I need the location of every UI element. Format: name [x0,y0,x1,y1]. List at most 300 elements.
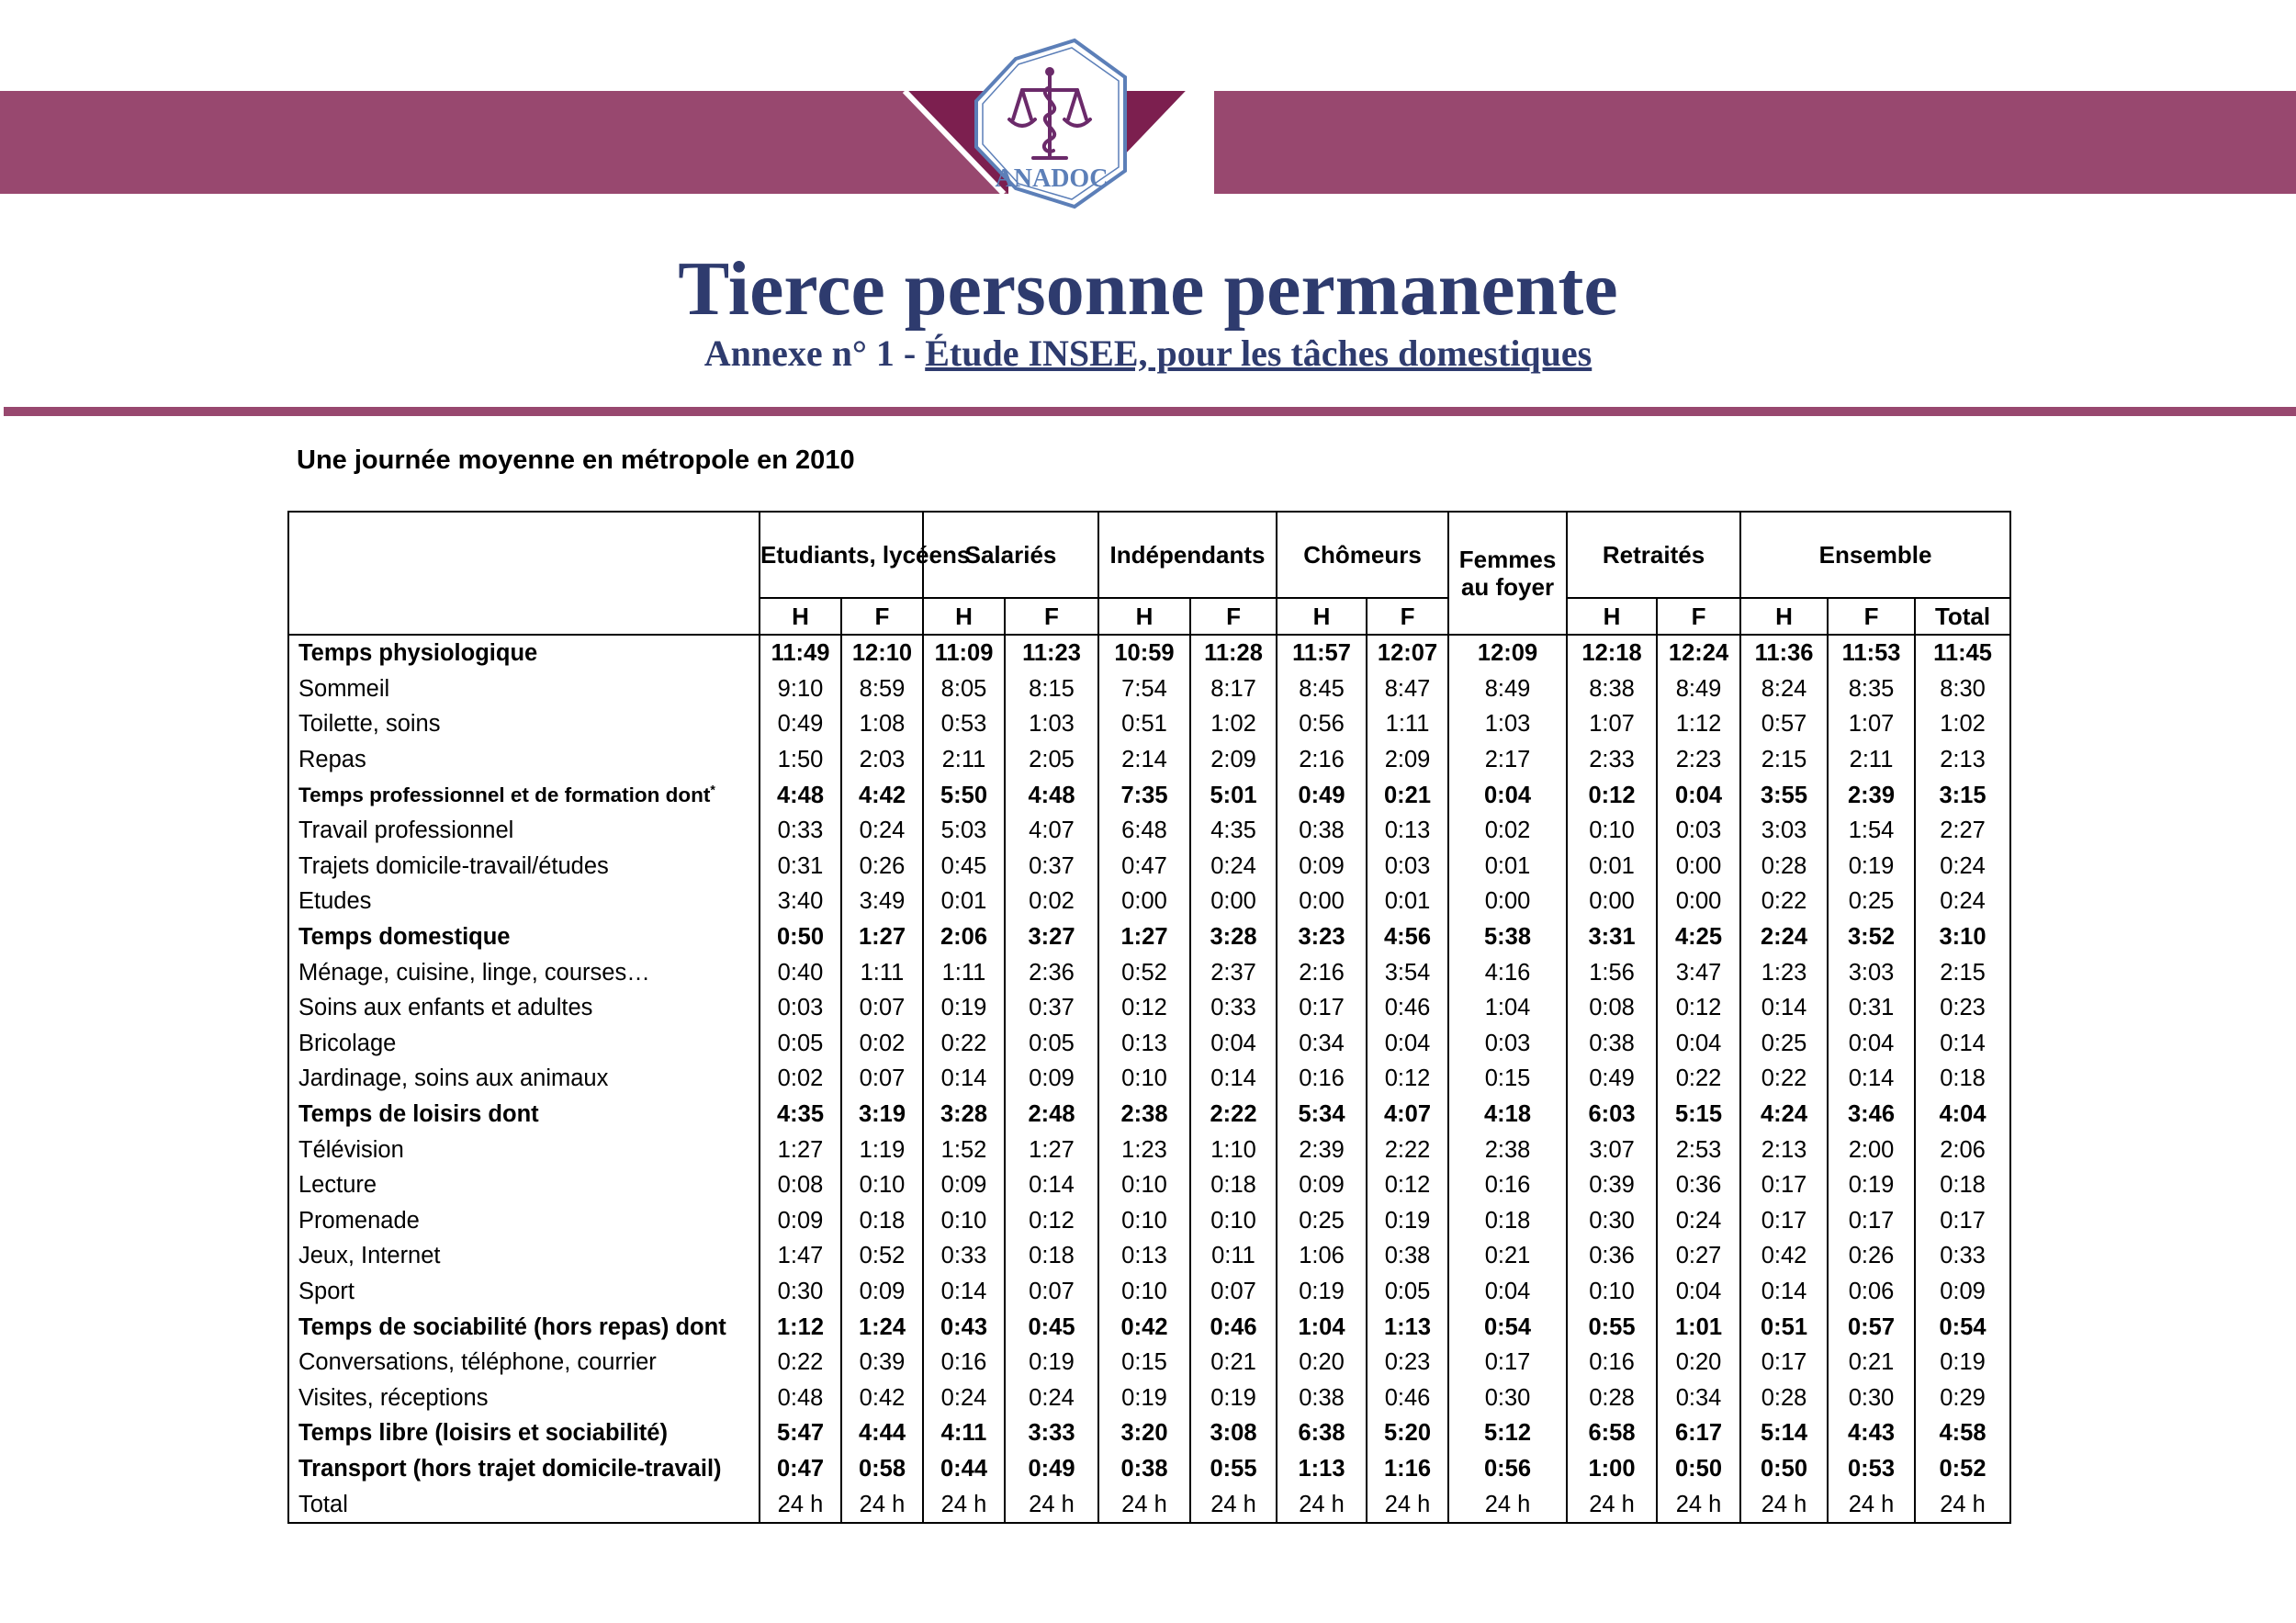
value-cell: 2:09 [1190,742,1277,778]
value-cell: 1:47 [760,1238,841,1274]
value-cell: 4:25 [1657,919,1740,955]
row-label [288,954,760,990]
value-cell: 0:24 [1915,849,2010,885]
value-cell: 0:12 [1098,990,1190,1026]
value-cell: 2:39 [1828,777,1915,813]
value-cell: 0:18 [1190,1167,1277,1203]
row-label-text: Visites, réceptions [298,1384,489,1411]
value-cell: 0:10 [1567,1274,1657,1310]
value-cell: 3:33 [1005,1415,1098,1451]
row-label [288,884,760,919]
value-cell: 0:49 [1005,1451,1098,1487]
row-label-text: Travail professionnel [298,817,514,844]
value-cell: 0:20 [1657,1345,1740,1381]
value-cell: 0:12 [1367,1167,1448,1203]
value-cell: 2:13 [1740,1132,1828,1167]
table-row [288,1380,2010,1415]
subtitle-prefix: Annexe n° 1 - [703,332,926,374]
value-cell: 2:17 [1448,742,1567,778]
value-cell: 0:04 [1448,777,1567,813]
subheader-cell: H [1740,598,1828,635]
value-cell: 1:23 [1098,1132,1190,1167]
row-label-text: Total [298,1491,348,1517]
value-cell: 0:09 [760,1203,841,1239]
row-label [288,1380,760,1415]
value-cell: 0:03 [1448,1026,1567,1062]
value-cell: 0:10 [1098,1274,1190,1310]
value-cell: 0:19 [1828,1167,1915,1203]
value-cell: 5:38 [1448,919,1567,955]
value-cell: 11:49 [760,635,841,671]
value-cell: 3:15 [1915,777,2010,813]
value-cell: 0:18 [1915,1167,2010,1203]
value-cell: 0:52 [1915,1451,2010,1487]
value-cell: 0:22 [1657,1061,1740,1097]
value-cell: 4:43 [1828,1415,1915,1451]
value-cell: 2:15 [1740,742,1828,778]
value-cell: 0:46 [1190,1309,1277,1345]
value-cell: 0:34 [1277,1026,1367,1062]
value-cell: 0:25 [1277,1203,1367,1239]
subheader-cell: H [1277,598,1367,635]
value-cell: 1:52 [923,1132,1005,1167]
value-cell: 1:50 [760,742,841,778]
value-cell: 0:30 [1567,1203,1657,1239]
value-cell: 3:20 [1098,1415,1190,1451]
value-cell: 0:47 [1098,849,1190,885]
value-cell: 0:05 [1367,1274,1448,1310]
value-cell: 12:07 [1367,635,1448,671]
value-cell: 0:00 [1567,884,1657,919]
value-cell: 8:17 [1190,671,1277,707]
value-cell: 8:24 [1740,671,1828,707]
row-label [288,777,760,813]
value-cell: 1:11 [923,954,1005,990]
value-cell: 11:53 [1828,635,1915,671]
value-cell: 0:10 [1098,1167,1190,1203]
table-row [288,1203,2010,1239]
value-cell: 11:09 [923,635,1005,671]
page-title: Tierce personne permanente [678,246,1618,332]
value-cell: 0:57 [1828,1309,1915,1345]
value-cell: 0:17 [1915,1203,2010,1239]
row-label-text: Conversations, téléphone, courrier [298,1349,657,1376]
value-cell: 1:13 [1367,1309,1448,1345]
value-cell: 0:44 [923,1451,1005,1487]
value-cell: 1:27 [841,919,923,955]
row-label [288,1132,760,1167]
table-row [288,635,2010,671]
value-cell: 0:38 [1277,1380,1367,1415]
value-cell: 0:19 [1915,1345,2010,1381]
row-label-text: Bricolage [298,1030,397,1056]
value-cell: 6:03 [1567,1097,1657,1133]
value-cell: 0:39 [841,1345,923,1381]
value-cell: 0:23 [1915,990,2010,1026]
value-cell: 0:30 [760,1274,841,1310]
value-cell: 0:10 [923,1203,1005,1239]
value-cell: 0:14 [923,1274,1005,1310]
value-cell: 0:25 [1828,884,1915,919]
value-cell: 0:30 [1448,1380,1567,1415]
value-cell: 1:12 [760,1309,841,1345]
value-cell: 0:56 [1448,1451,1567,1487]
value-cell: 24 h [1190,1486,1277,1523]
value-cell: 0:10 [1098,1061,1190,1097]
row-label [288,1061,760,1097]
value-cell: 4:35 [1190,813,1277,849]
value-cell: 1:16 [1367,1451,1448,1487]
value-cell: 1:00 [1567,1451,1657,1487]
subheader-cell: F [1005,598,1098,635]
row-label-text: Lecture [298,1172,377,1199]
value-cell: 1:03 [1448,706,1567,742]
table-row [288,1026,2010,1062]
value-cell: 0:12 [1657,990,1740,1026]
value-cell: 8:38 [1567,671,1657,707]
value-cell: 0:16 [923,1345,1005,1381]
value-cell: 24 h [1005,1486,1098,1523]
value-cell: 0:26 [1828,1238,1915,1274]
value-cell: 0:14 [1740,1274,1828,1310]
value-cell: 0:02 [1448,813,1567,849]
insee-study-link[interactable]: Étude INSEE, pour les tâches domestiques [925,332,1593,374]
value-cell: 0:33 [760,813,841,849]
value-cell: 24 h [1367,1486,1448,1523]
value-cell: 8:05 [923,671,1005,707]
value-cell: 4:56 [1367,919,1448,955]
value-cell: 12:10 [841,635,923,671]
value-cell: 0:14 [1828,1061,1915,1097]
value-cell: 7:35 [1098,777,1190,813]
value-cell: 0:18 [1005,1238,1098,1274]
value-cell: 7:54 [1098,671,1190,707]
value-cell: 0:42 [1098,1309,1190,1345]
value-cell: 6:38 [1277,1415,1367,1451]
value-cell: 3:55 [1740,777,1828,813]
row-label [288,1203,760,1239]
value-cell: 3:47 [1657,954,1740,990]
value-cell: 0:31 [1828,990,1915,1026]
value-cell: 1:19 [841,1132,923,1167]
value-cell: 0:38 [1367,1238,1448,1274]
value-cell: 24 h [1567,1486,1657,1523]
value-cell: 0:17 [1277,990,1367,1026]
value-cell: 3:28 [923,1097,1005,1133]
value-cell: 2:09 [1367,742,1448,778]
value-cell: 4:44 [841,1415,923,1451]
table-row [288,1167,2010,1203]
row-label-text: Soins aux enfants et adultes [298,995,593,1021]
row-label-text: Trajets domicile-travail/études [298,852,609,879]
value-cell: 5:01 [1190,777,1277,813]
value-cell: 0:38 [1277,813,1367,849]
row-label [288,813,760,849]
value-cell: 24 h [1740,1486,1828,1523]
value-cell: 1:04 [1448,990,1567,1026]
anadoc-logo [895,37,1208,257]
value-cell: 0:08 [1567,990,1657,1026]
row-label [288,1309,760,1345]
value-cell: 0:55 [1567,1309,1657,1345]
value-cell: 0:26 [841,849,923,885]
value-cell: 11:57 [1277,635,1367,671]
value-cell: 0:00 [1448,884,1567,919]
group-header-femmes-au-foyer: Femmes au foyer [1448,512,1567,635]
value-cell: 0:49 [1277,777,1367,813]
value-cell: 2:36 [1005,954,1098,990]
value-cell: 2:16 [1277,742,1367,778]
value-cell: 5:12 [1448,1415,1567,1451]
subheader-cell: F [1367,598,1448,635]
value-cell: 2:37 [1190,954,1277,990]
value-cell: 0:01 [1567,849,1657,885]
value-cell: 0:00 [1190,884,1277,919]
row-label-text: Repas [298,747,366,773]
value-cell: 0:50 [1740,1451,1828,1487]
value-cell: 0:07 [1005,1274,1098,1310]
subheader-cell: F [1190,598,1277,635]
value-cell: 0:21 [1448,1238,1567,1274]
value-cell: 1:27 [760,1132,841,1167]
value-cell: 0:12 [1367,1061,1448,1097]
value-cell: 0:09 [1915,1274,2010,1310]
value-cell: 0:02 [760,1061,841,1097]
value-cell: 0:14 [1915,1026,2010,1062]
value-cell: 1:04 [1277,1309,1367,1345]
value-cell: 4:24 [1740,1097,1828,1133]
value-cell: 0:22 [1740,1061,1828,1097]
value-cell: 0:42 [841,1380,923,1415]
subheader-cell: F [1657,598,1740,635]
row-label [288,1097,760,1133]
value-cell: 1:27 [1005,1132,1098,1167]
value-cell: 8:49 [1448,671,1567,707]
value-cell: 1:06 [1277,1238,1367,1274]
value-cell: 0:14 [1190,1061,1277,1097]
table-row [288,849,2010,885]
row-label-text: Sport [298,1278,355,1304]
value-cell: 0:04 [1657,1026,1740,1062]
header-divider [4,407,2296,416]
row-label [288,742,760,778]
value-cell: 1:12 [1657,706,1740,742]
value-cell: 5:03 [923,813,1005,849]
value-cell: 11:28 [1190,635,1277,671]
value-cell: 0:00 [1657,884,1740,919]
value-cell: 0:00 [1657,849,1740,885]
value-cell: 3:28 [1190,919,1277,955]
value-cell: 0:33 [1915,1238,2010,1274]
value-cell: 0:19 [1190,1380,1277,1415]
table-body [288,635,2010,1523]
table-row [288,706,2010,742]
value-cell: 3:49 [841,884,923,919]
value-cell: 0:24 [841,813,923,849]
row-label [288,1486,760,1523]
table-row [288,919,2010,955]
value-cell: 4:42 [841,777,923,813]
value-cell: 0:58 [841,1451,923,1487]
row-label [288,671,760,707]
value-cell: 2:22 [1190,1097,1277,1133]
value-cell: 1:56 [1567,954,1657,990]
value-cell: 0:19 [1277,1274,1367,1310]
value-cell: 0:49 [760,706,841,742]
value-cell: 3:10 [1915,919,2010,955]
value-cell: 24 h [1448,1486,1567,1523]
value-cell: 11:45 [1915,635,2010,671]
value-cell: 0:09 [1005,1061,1098,1097]
value-cell: 2:33 [1567,742,1657,778]
value-cell: 5:50 [923,777,1005,813]
table-row [288,1345,2010,1381]
value-cell: 12:09 [1448,635,1567,671]
value-cell: 0:16 [1277,1061,1367,1097]
value-cell: 0:18 [841,1203,923,1239]
value-cell: 2:53 [1657,1132,1740,1167]
value-cell: 0:17 [1448,1345,1567,1381]
value-cell: 0:29 [1915,1380,2010,1415]
value-cell: 0:36 [1657,1167,1740,1203]
value-cell: 3:03 [1828,954,1915,990]
value-cell: 12:18 [1567,635,1657,671]
value-cell: 0:09 [1277,1167,1367,1203]
value-cell: 4:04 [1915,1097,2010,1133]
value-cell: 0:27 [1657,1238,1740,1274]
value-cell: 0:06 [1828,1274,1915,1310]
value-cell: 4:07 [1367,1097,1448,1133]
value-cell: 2:03 [841,742,923,778]
group-header-etudiants: Etudiants, lycéens [760,512,923,598]
value-cell: 0:17 [1828,1203,1915,1239]
table-row [288,1238,2010,1274]
value-cell: 0:38 [1098,1451,1190,1487]
value-cell: 2:11 [923,742,1005,778]
value-cell: 0:02 [841,1026,923,1062]
value-cell: 0:12 [1567,777,1657,813]
value-cell: 0:34 [1657,1380,1740,1415]
row-label-text: Temps physiologique [298,640,538,667]
value-cell: 5:34 [1277,1097,1367,1133]
row-label-text: Sommeil [298,675,390,702]
value-cell: 1:03 [1005,706,1098,742]
corner-header-cell [288,512,760,635]
value-cell: 0:07 [841,1061,923,1097]
row-label [288,706,760,742]
value-cell: 0:14 [923,1061,1005,1097]
value-cell: 1:24 [841,1309,923,1345]
value-cell: 0:03 [1657,813,1740,849]
value-cell: 0:07 [841,990,923,1026]
value-cell: 0:43 [923,1309,1005,1345]
value-cell: 24 h [1657,1486,1740,1523]
value-cell: 0:51 [1098,706,1190,742]
value-cell: 0:30 [1828,1380,1915,1415]
value-cell: 0:16 [1567,1345,1657,1381]
value-cell: 0:09 [923,1167,1005,1203]
row-label-text: Jardinage, soins aux animaux [298,1065,609,1092]
table-row [288,1415,2010,1451]
value-cell: 0:49 [1567,1061,1657,1097]
value-cell: 3:03 [1740,813,1828,849]
value-cell: 1:13 [1277,1451,1367,1487]
value-cell: 5:14 [1740,1415,1828,1451]
time-use-table [287,511,2011,1524]
value-cell: 0:51 [1740,1309,1828,1345]
value-cell: 2:38 [1448,1132,1567,1167]
value-cell: 0:04 [1657,1274,1740,1310]
value-cell: 0:14 [1005,1167,1098,1203]
row-label-text: Etudes [298,888,372,915]
value-cell: 1:02 [1190,706,1277,742]
value-cell: 11:36 [1740,635,1828,671]
value-cell: 4:48 [760,777,841,813]
value-cell: 3:19 [841,1097,923,1133]
value-cell: 0:20 [1277,1345,1367,1381]
value-cell: 0:46 [1367,1380,1448,1415]
value-cell: 0:36 [1567,1238,1657,1274]
value-cell: 0:08 [760,1167,841,1203]
value-cell: 0:24 [923,1380,1005,1415]
value-cell: 0:52 [1098,954,1190,990]
value-cell: 0:19 [1098,1380,1190,1415]
value-cell: 6:58 [1567,1415,1657,1451]
subheader-cell: H [923,598,1005,635]
value-cell: 0:13 [1098,1026,1190,1062]
value-cell: 0:10 [1098,1203,1190,1239]
value-cell: 0:12 [1005,1203,1098,1239]
value-cell: 1:11 [1367,706,1448,742]
table-row [288,1309,2010,1345]
value-cell: 0:33 [923,1238,1005,1274]
value-cell: 0:21 [1828,1345,1915,1381]
value-cell: 6:48 [1098,813,1190,849]
value-cell: 8:47 [1367,671,1448,707]
value-cell: 0:18 [1448,1203,1567,1239]
value-cell: 0:24 [1190,849,1277,885]
group-header-independants: Indépendants [1098,512,1277,598]
value-cell: 5:47 [760,1415,841,1451]
value-cell: 0:45 [923,849,1005,885]
value-cell: 8:35 [1828,671,1915,707]
subheader-cell: Total [1915,598,2010,635]
value-cell: 0:05 [760,1026,841,1062]
value-cell: 2:23 [1657,742,1740,778]
value-cell: 0:14 [1740,990,1828,1026]
value-cell: 8:49 [1657,671,1740,707]
value-cell: 0:25 [1740,1026,1828,1062]
value-cell: 0:23 [1367,1345,1448,1381]
subheader-cell: F [841,598,923,635]
value-cell: 2:27 [1915,813,2010,849]
page-subtitle [0,331,2296,377]
row-label-text: Télévision [298,1136,404,1163]
row-label-text: Jeux, Internet [298,1243,441,1269]
table-row [288,1274,2010,1310]
value-cell: 1:10 [1190,1132,1277,1167]
value-cell: 0:09 [841,1274,923,1310]
value-cell: 1:07 [1567,706,1657,742]
value-cell: 0:48 [760,1380,841,1415]
value-cell: 0:54 [1448,1309,1567,1345]
value-cell: 1:27 [1098,919,1190,955]
value-cell: 0:46 [1367,990,1448,1026]
value-cell: 0:13 [1098,1238,1190,1274]
value-cell: 2:39 [1277,1132,1367,1167]
value-cell: 0:04 [1828,1026,1915,1062]
value-cell: 0:19 [923,990,1005,1026]
